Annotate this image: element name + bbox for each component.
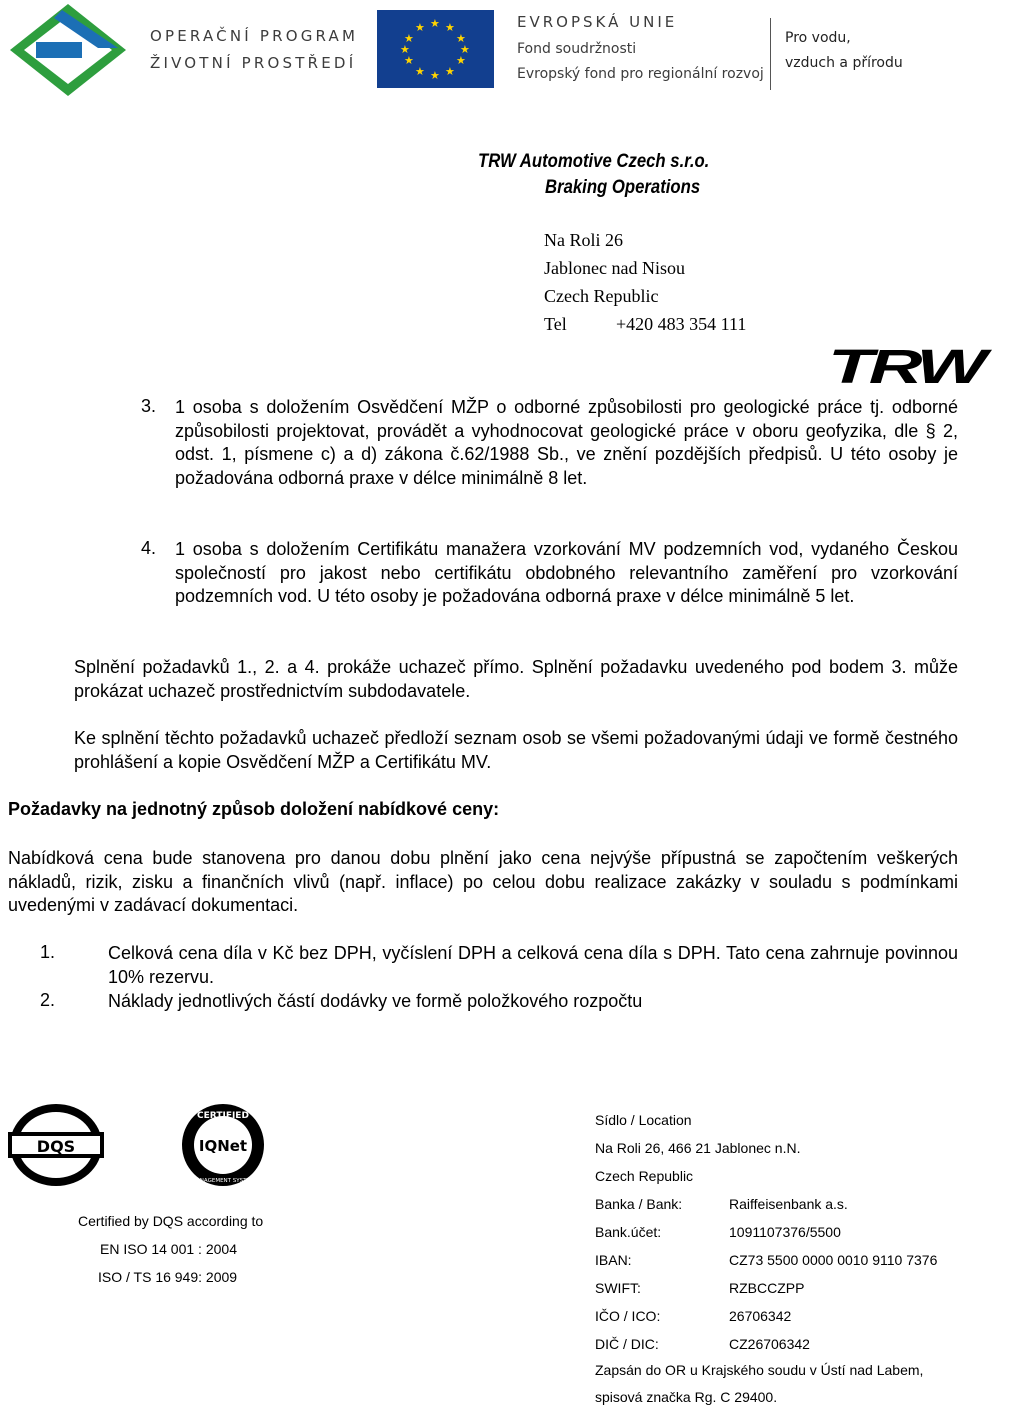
list-item-2-number: 2. [40,990,56,1010]
cert-text: Certified by DQS according to [78,1213,264,1229]
dic-value: CZ26706342 [729,1336,810,1352]
svg-text:IQNet: IQNet [198,1137,248,1155]
iban-value: CZ73 5500 0000 0010 9110 7376 [729,1252,938,1268]
account-label: Bank.účet: [595,1224,662,1240]
company-tel-label: Tel [544,314,567,334]
program-line-2: ŽIVOTNÍ PROSTŘEDÍ [150,54,357,72]
bank-label: Banka / Bank: [595,1196,683,1212]
paragraph-submission: Ke splnění těchto požadavků uchazeč předloží seznam osob se všemi požadovanými údaji ve formě čestného prohlášení a kopie Osvědčení MŽP a Certifikátu MV. [74,728,958,772]
register-line-2: spisová značka Rg. C 29400. [595,1389,778,1405]
program-line-1: OPERAČNÍ PROGRAM [150,27,359,45]
company-country: Czech Republic [544,286,659,306]
location-address: Na Roli 26, 466 21 Jablonec n.N. [595,1140,801,1156]
register-line-1: Zapsán do OR u Krajského soudu v Ústí nad Labem, [595,1362,924,1378]
list-item-2-text: Náklady jednotlivých částí dodávky ve formě položkového rozpočtu [108,991,643,1011]
item-3-text: 1 osoba s doložením Osvědčení MŽP o odborné způsobilosti pro geologické práce tj. odborné způsobilosti projektovat, provádět a vyhodnocovat geologické práce v oboru geofyzika, dle § 2, odst. 1, písmene c) a d) zákona č.62/1988 Sb., ve znění pozdějších předpisů. U této osoby je požadována odborná praxe v délce minimálně 8 let. [175,397,958,488]
company-street: Na Roli 26 [544,230,623,250]
slogan-line-2: vzduch a přírodu [785,55,903,71]
trw-logo-icon: TRW [828,341,983,394]
cert-iso-2: ISO / TS 16 949: 2009 [98,1269,238,1285]
svg-text:CERTIFIED: CERTIFIED [197,1111,249,1121]
dic-label: DIČ / DIC: [595,1336,659,1352]
ico-label: IČO / ICO: [595,1308,661,1324]
iqnet-logo-icon [180,1102,266,1188]
ico-value: 26706342 [729,1308,792,1324]
eu-fund-2: Evropský fond pro regionální rozvoj [517,66,764,82]
paragraph-fulfillment: Splnění požadavků 1., 2. a 4. prokáže uchazeč přímo. Splnění požadavku uvedeného pod bodem 3. může prokázat uchazeč prostřednictvím subdodavatele. [74,657,958,701]
eu-fund-1: Fond soudržnosti [517,41,637,57]
location-label: Sídlo / Location [595,1112,692,1128]
bank-value: Raiffeisenbank a.s. [729,1196,848,1212]
account-value: 1091107376/5500 [729,1224,841,1240]
header-divider [770,18,771,90]
list-item-1-number: 1. [40,942,56,962]
company-tel-value: +420 483 354 111 [616,314,747,334]
iban-label: IBAN: [595,1252,632,1268]
company-city: Jablonec nad Nisou [544,258,685,278]
company-division: Braking Operations [545,177,701,198]
item-4-text: 1 osoba s doložením Certifikátu manažera vzorkování MV podzemních vod, vydaného Českou společností pro jakost nebo certifikátu obdobného relevantního zaměření pro vzorkování podzemních vod. U této osoby je požadována odborná praxe v délce minimálně 5 let. [175,539,958,607]
cert-iso-1: EN ISO 14 001 : 2004 [100,1241,237,1257]
op-zp-logo-icon [6,2,130,98]
company-name: TRW Automotive Czech s.r.o. [478,151,710,172]
section-heading: Požadavky na jednotný způsob doložení nabídkové ceny: [8,799,500,819]
svg-text:MANAGEMENT SYSTEM: MANAGEMENT SYSTEM [191,1178,255,1184]
list-item-1-text: Celková cena díla v Kč bez DPH, vyčíslení DPH a celková cena díla s DPH. Tato cena zahrnuje povinnou 10% rezervu. [108,943,958,987]
dqs-logo-icon [8,1102,104,1188]
swift-label: SWIFT: [595,1280,641,1296]
location-country: Czech Republic [595,1168,694,1184]
swift-value: RZBCCZPP [729,1280,805,1296]
eu-flag-icon: ★ ★ ★ ★ ★ ★ ★ ★ ★ ★ ★ ★ [377,10,494,88]
slogan-line-1: Pro vodu, [785,30,851,46]
paragraph-price: Nabídková cena bude stanovena pro danou dobu plnění jako cena nejvýše přípustná se započtením veškerých nákladů, rizik, zisku a finančních vlivů (např. inflace) po celou dobu realizace zakázky v souladu s podmínkami uvedenými v zadávací dokumentaci. [8,848,958,916]
svg-text:DQS: DQS [36,1137,76,1156]
item-4-number: 4. [141,538,157,558]
eu-title: EVROPSKÁ UNIE [517,13,678,31]
item-3-number: 3. [141,396,157,416]
